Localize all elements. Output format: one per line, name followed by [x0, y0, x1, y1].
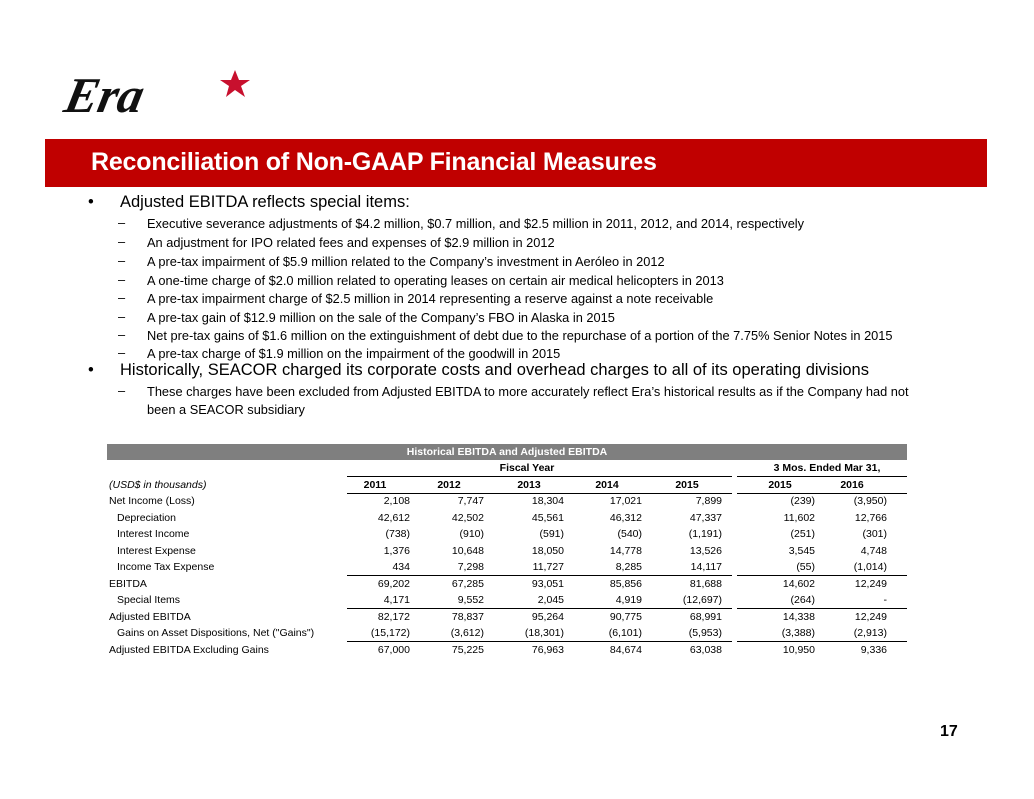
- sub-bullet-text: An adjustment for IPO related fees and expenses of $2.9 million in 2012: [147, 235, 555, 250]
- cell-value: (2,913): [853, 627, 887, 639]
- row-label: Adjusted EBITDA: [109, 610, 191, 623]
- bullet-icon: •: [88, 361, 94, 379]
- era-logo: [59, 66, 260, 123]
- cell-value: (3,950): [853, 495, 887, 507]
- dash-icon: –: [118, 327, 126, 342]
- sub-bullet-text: been a SEACOR subsidiary: [147, 402, 305, 417]
- table-row: [107, 559, 907, 576]
- dash-icon: –: [118, 253, 126, 268]
- cell-value: (55): [796, 561, 815, 573]
- cell-value: 68,991: [689, 610, 722, 623]
- dash-icon: –: [118, 383, 126, 398]
- cell-value: (239): [790, 495, 815, 507]
- cell-value: (251): [790, 528, 815, 540]
- cell-value: 7,747: [457, 495, 484, 507]
- group-three-months: 3 Mos. Ended Mar 31,: [773, 462, 881, 474]
- sub-bullet-text: A pre-tax gain of $12.9 million on the sale of the Company’s FBO in Alaska in 2015: [147, 310, 615, 325]
- cell-value: (910): [459, 528, 484, 540]
- dash-icon: –: [118, 309, 126, 324]
- table-row: [107, 592, 907, 609]
- table-row: [107, 510, 907, 527]
- column-header: 2014: [595, 478, 619, 491]
- row-label: Adjusted EBITDA Excluding Gains: [109, 643, 269, 656]
- row-label: Interest Expense: [117, 544, 196, 557]
- dash-icon: –: [118, 234, 126, 249]
- cell-value: 84,674: [609, 643, 642, 656]
- cell-value: 14,338: [782, 610, 815, 623]
- dash-icon: –: [118, 215, 126, 230]
- sub-bullet-text: A pre-tax impairment of $5.9 million related to the Company’s investment in Aeróleo in 2012: [147, 254, 665, 269]
- table-row: [107, 526, 907, 543]
- cell-value: (738): [385, 528, 410, 540]
- cell-value: 7,298: [457, 561, 484, 573]
- bullet-text: Historically, SEACOR charged its corporate costs and overhead charges to all of its operating divisions: [120, 361, 869, 379]
- sub-bullet-text: Executive severance adjustments of $4.2 million, $0.7 million, and $2.5 million in 2011, 2012, and 2014, respectively: [147, 216, 805, 231]
- column-header: 2015: [768, 478, 792, 491]
- cell-value: (301): [862, 528, 887, 540]
- table-title: Historical EBITDA and Adjusted EBITDA: [107, 444, 907, 460]
- row-label: Depreciation: [117, 511, 176, 524]
- cell-value: 93,051: [531, 577, 564, 590]
- cell-value: 90,775: [609, 610, 642, 623]
- cell-value: (12,697): [682, 594, 722, 606]
- sub-bullet-text: A pre-tax impairment charge of $2.5 million in 2014 representing a reserve against a note receivable: [147, 291, 714, 306]
- cell-value: 7,899: [695, 495, 722, 507]
- cell-value: 47,337: [689, 511, 722, 524]
- sub-bullet-text: A pre-tax charge of $1.9 million on the impairment of the goodwill in 2015: [147, 346, 561, 361]
- cell-value: -: [883, 594, 887, 606]
- cell-value: (591): [539, 528, 564, 540]
- cell-value: 75,225: [451, 643, 484, 656]
- cell-value: 12,249: [854, 577, 887, 590]
- cell-value: (540): [617, 528, 642, 540]
- row-label: Income Tax Expense: [117, 561, 215, 573]
- sub-bullet-text: These charges have been excluded from Adjusted EBITDA to more accurately reflect Era’s historical results as if the Company had not: [147, 384, 909, 399]
- cell-value: 17,021: [609, 495, 642, 507]
- cell-value: 67,000: [377, 643, 410, 656]
- page-title: Reconciliation of Non-GAAP Financial Measures: [91, 148, 657, 176]
- cell-value: 18,304: [531, 495, 564, 507]
- cell-value: 69,202: [377, 577, 410, 590]
- cell-value: 2,108: [383, 495, 410, 507]
- cell-value: 1,376: [383, 544, 410, 557]
- cell-value: 85,856: [609, 577, 642, 590]
- sub-bullet-text: Net pre-tax gains of $1.6 million on the extinguishment of debt due to the repurchase of a portion of the 7.75% Senior Notes in 2015: [147, 328, 893, 343]
- column-header: 2015: [675, 478, 699, 491]
- ebitda-table: [107, 444, 907, 658]
- cell-value: 434: [392, 561, 410, 573]
- row-label: EBITDA: [109, 577, 147, 590]
- group-header-row: [107, 460, 907, 477]
- column-header: 2012: [437, 478, 461, 491]
- column-header: 2013: [517, 478, 541, 491]
- cell-value: 67,285: [451, 577, 484, 590]
- group-fiscal-year: Fiscal Year: [499, 462, 555, 474]
- cell-value: 14,117: [690, 561, 722, 573]
- cell-value: 3,545: [788, 544, 815, 557]
- table-row: [107, 625, 907, 642]
- table-row: [107, 493, 907, 510]
- cell-value: 14,602: [782, 577, 815, 590]
- units-label: (USD$ in thousands): [109, 478, 207, 491]
- cell-value: 46,312: [609, 511, 642, 524]
- cell-value: (5,953): [688, 627, 722, 639]
- dash-icon: –: [118, 272, 126, 287]
- cell-value: 11,602: [783, 511, 815, 524]
- cell-value: 14,778: [609, 544, 642, 557]
- cell-value: 42,502: [451, 511, 484, 524]
- cell-value: 2,045: [537, 594, 564, 606]
- cell-value: 45,561: [531, 511, 564, 524]
- row-label: Net Income (Loss): [109, 495, 195, 507]
- column-header: 2011: [363, 478, 387, 491]
- cell-value: 63,038: [689, 643, 722, 656]
- cell-value: 42,612: [377, 511, 410, 524]
- cell-value: 12,766: [854, 511, 887, 524]
- table-row: [107, 642, 907, 659]
- title-bar: [45, 139, 987, 187]
- cell-value: 9,552: [457, 594, 484, 606]
- cell-value: 9,336: [860, 643, 887, 656]
- cell-value: (3,388): [781, 627, 815, 639]
- cell-value: 11,727: [532, 561, 564, 573]
- bullet-icon: •: [88, 193, 94, 211]
- cell-value: 18,050: [531, 544, 564, 557]
- cell-value: 4,748: [860, 544, 887, 557]
- table-row: [107, 609, 907, 626]
- cell-value: (3,612): [450, 627, 484, 639]
- cell-value: 76,963: [531, 643, 564, 656]
- cell-value: 13,526: [689, 544, 722, 557]
- sub-bullet-text: A one-time charge of $2.0 million related to operating leases on certain air medical helicopters in 2013: [147, 273, 724, 288]
- cell-value: (1,191): [688, 528, 722, 540]
- cell-value: 12,249: [854, 610, 887, 623]
- table-row: [107, 543, 907, 560]
- red-star-icon: [220, 70, 250, 97]
- cell-value: 8,285: [615, 561, 642, 573]
- dash-icon: –: [118, 290, 126, 305]
- cell-value: 78,837: [451, 610, 484, 623]
- cell-value: (1,014): [853, 561, 887, 573]
- cell-value: 4,171: [383, 594, 410, 606]
- row-label: Special Items: [117, 594, 181, 606]
- dash-icon: –: [118, 345, 126, 360]
- cell-value: 10,950: [782, 643, 815, 656]
- cell-value: (264): [790, 594, 815, 606]
- cell-value: 95,264: [531, 610, 564, 623]
- cell-value: (15,172): [370, 627, 410, 639]
- row-label: Interest Income: [117, 528, 190, 540]
- logo-text: Era: [59, 67, 150, 123]
- cell-value: (18,301): [524, 627, 564, 639]
- page-number: 17: [940, 723, 958, 740]
- cell-value: 82,172: [377, 610, 410, 623]
- cell-value: 10,648: [451, 544, 484, 557]
- table-row: [107, 576, 907, 593]
- cell-value: 4,919: [615, 594, 642, 606]
- column-header: 2016: [840, 478, 864, 491]
- column-header-row: [107, 477, 907, 494]
- cell-value: (6,101): [608, 627, 642, 639]
- row-label: Gains on Asset Dispositions, Net ("Gains"): [117, 627, 315, 639]
- bullet-text: Adjusted EBITDA reflects special items:: [120, 193, 410, 211]
- cell-value: 81,688: [689, 577, 722, 590]
